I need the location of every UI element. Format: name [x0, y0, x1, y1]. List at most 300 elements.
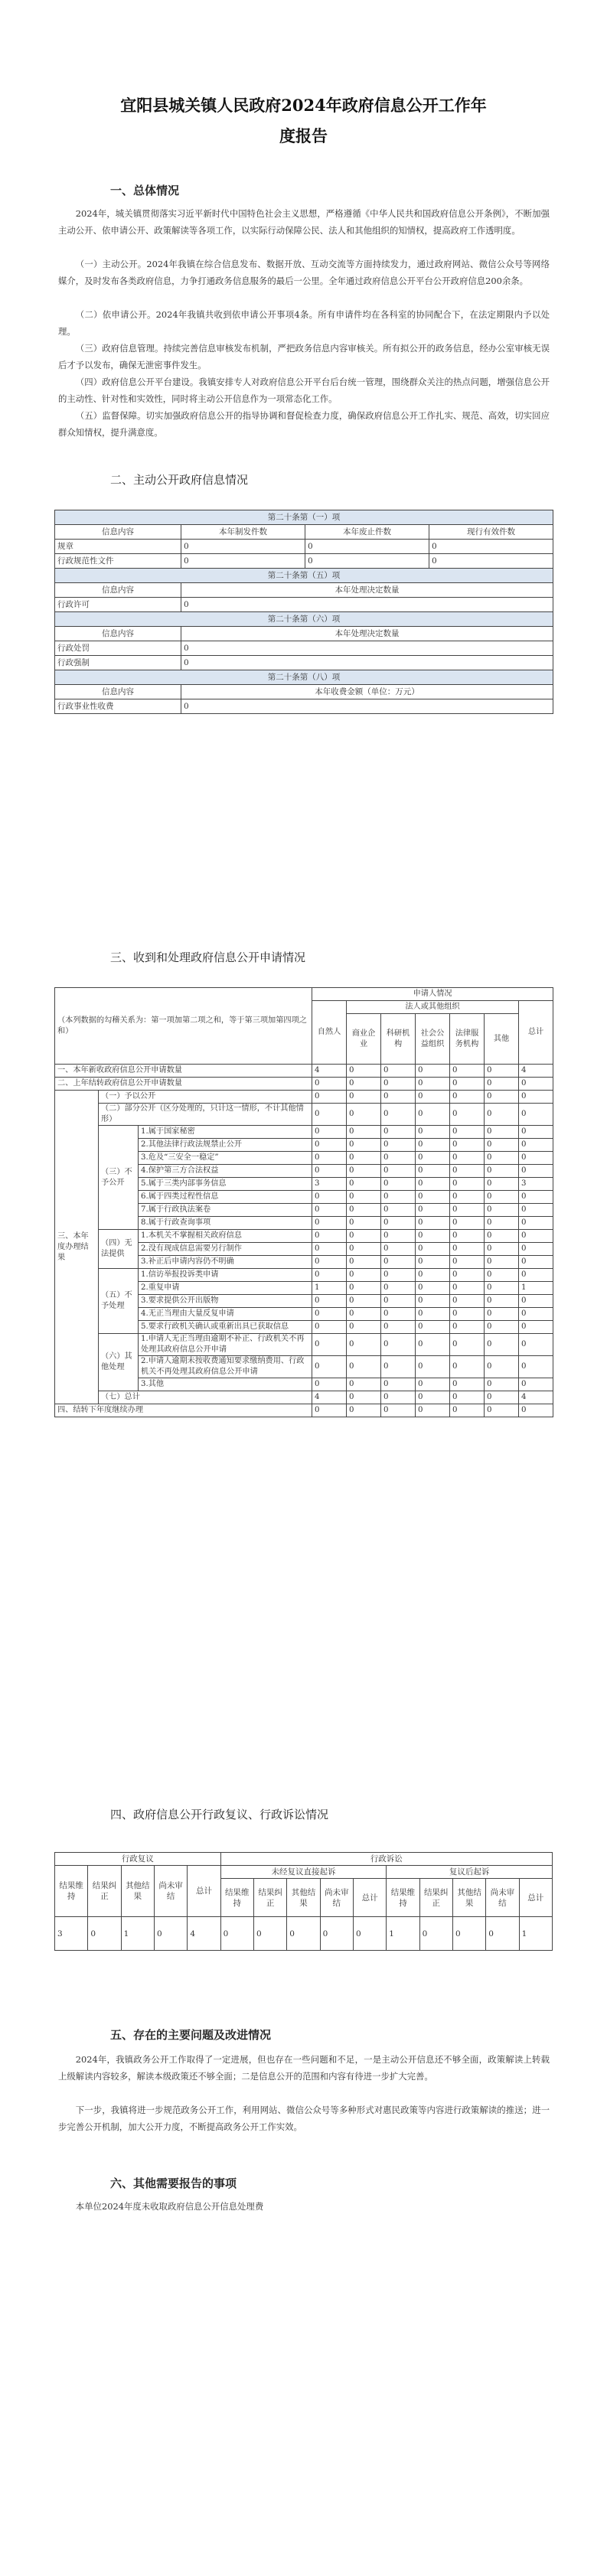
value-cell: 0	[287, 1917, 320, 1951]
value-cell: 0	[181, 598, 553, 612]
row-label: 规章	[55, 540, 181, 554]
section-5-heading: 五、存在的主要问题及改进情况	[110, 2028, 272, 2042]
value-cell: 0	[450, 1256, 485, 1269]
section-1-heading: 一、总体情况	[110, 184, 180, 197]
row-label: 2.没有现成信息需要另行制作	[139, 1243, 312, 1256]
value-cell: 0	[312, 1378, 347, 1391]
value-cell: 0	[347, 1391, 381, 1404]
section-1-paragraph-2: （一）主动公开。2024年我镇在综合信息发布、数据开放、互动交流等方面持续发力，通过政府网站、微信公众号等网络媒介，及时发布各类政府信息，力争打通政务信息服务的最后一公里。全年通过政府信息公开平台公开政府信息200余条。	[58, 259, 550, 286]
row-label: 2.其他法律行政法规禁止公开	[139, 1139, 312, 1152]
value-cell: 0	[416, 1078, 450, 1091]
row-label: 6.属于四类过程性信息	[139, 1191, 312, 1204]
value-cell: 0	[485, 1091, 519, 1104]
value-cell: 0	[485, 1295, 519, 1308]
table-row	[55, 1404, 553, 1417]
header-cell: 信息内容	[55, 525, 181, 540]
value-cell: 0	[519, 1308, 553, 1321]
value-cell: 0	[312, 1139, 347, 1152]
value-cell: 4	[188, 1917, 220, 1951]
band-article-20-6: 第二十条第（六）项	[55, 612, 553, 627]
table-row	[55, 1078, 553, 1091]
value-cell: 0	[485, 1269, 519, 1282]
value-cell: 0	[347, 1204, 381, 1217]
value-cell: 0	[347, 1078, 381, 1091]
review-col: 结果纠正	[88, 1866, 121, 1917]
direct-suit-header: 未经复议直接起诉	[220, 1866, 387, 1879]
litigation-col: 其他结果	[287, 1879, 320, 1917]
value-cell: 0	[450, 1152, 485, 1165]
value-cell: 0	[347, 1378, 381, 1391]
value-cell: 0	[450, 1078, 485, 1091]
value-cell: 0	[450, 1178, 485, 1191]
value-cell: 0	[485, 1356, 519, 1378]
table-row	[55, 1230, 553, 1243]
header-cell: 信息内容	[55, 583, 181, 598]
value-cell: 0	[450, 1378, 485, 1391]
table-row	[55, 699, 553, 714]
value-cell: 0	[485, 1256, 519, 1269]
value-cell: 0	[450, 1282, 485, 1295]
value-cell: 0	[416, 1269, 450, 1282]
value-cell: 0	[416, 1204, 450, 1217]
row-label: （七）总计	[99, 1391, 312, 1404]
value-cell: 0	[485, 1391, 519, 1404]
value-cell: 0	[416, 1356, 450, 1378]
value-cell: 0	[519, 1139, 553, 1152]
section-5-paragraph-2: 下一步，我镇将进一步规范政务公开工作，利用网站、微信公众号等多种形式对惠民政策等内容进行政策解读的推送；进一步完善公开机制，加大公开力度，不断提高政务公开工作实效。	[58, 2105, 550, 2132]
band-article-20-8: 第二十条第（八）项	[55, 670, 553, 685]
value-cell: 0	[519, 1191, 553, 1204]
value-cell: 0	[416, 1321, 450, 1334]
value-cell: 0	[154, 1917, 187, 1951]
value-cell: 0	[381, 1269, 416, 1282]
value-cell: 0	[485, 1243, 519, 1256]
review-col: 总计	[188, 1866, 220, 1917]
value-cell: 0	[312, 1334, 347, 1356]
sub-label-not-processed: （五）不予处理	[99, 1269, 139, 1334]
value-cell: 0	[429, 540, 553, 554]
value-cell: 0	[416, 1230, 450, 1243]
value-cell: 0	[519, 1256, 553, 1269]
value-cell: 0	[485, 1404, 519, 1417]
litigation-col: 尚未审结	[486, 1879, 519, 1917]
value-cell: 0	[416, 1391, 450, 1404]
value-cell: 0	[416, 1282, 450, 1295]
value-cell: 0	[485, 1334, 519, 1356]
value-cell: 0	[312, 1191, 347, 1204]
value-cell: 0	[450, 1308, 485, 1321]
value-cell: 0	[347, 1356, 381, 1378]
row-label: 2.重复申请	[139, 1282, 312, 1295]
value-cell: 4	[312, 1391, 347, 1404]
value-cell: 0	[485, 1191, 519, 1204]
value-cell: 0	[347, 1191, 381, 1204]
row-label: 8.属于行政查询事项	[139, 1217, 312, 1230]
value-cell: 0	[312, 1256, 347, 1269]
value-cell: 0	[347, 1334, 381, 1356]
value-cell: 0	[416, 1152, 450, 1165]
value-cell: 0	[416, 1178, 450, 1191]
row-label: 四、结转下年度继续办理	[55, 1404, 312, 1417]
col-other: 其他	[485, 1014, 519, 1065]
value-cell: 0	[312, 1126, 347, 1139]
value-cell: 0	[450, 1295, 485, 1308]
value-cell: 0	[416, 1308, 450, 1321]
value-cell: 0	[381, 1256, 416, 1269]
table-row	[55, 540, 553, 554]
value-cell: 0	[347, 1256, 381, 1269]
value-cell: 0	[485, 1165, 519, 1178]
value-cell: 0	[416, 1191, 450, 1204]
value-cell: 0	[312, 1269, 347, 1282]
value-cell: 0	[519, 1295, 553, 1308]
section-1-paragraph-3: （二）依申请公开。2024年我镇共收到依申请公开事项4条。所有申请件均在各科室的协同配合下，在法定期限内予以处理。	[58, 309, 550, 337]
col-public-welfare: 社会公益组织	[416, 1014, 450, 1065]
value-cell: 0	[181, 554, 305, 569]
value-cell: 0	[347, 1065, 381, 1078]
value-cell: 0	[305, 554, 429, 569]
value-cell: 0	[381, 1139, 416, 1152]
review-col: 尚未审结	[154, 1866, 187, 1917]
value-cell: 0	[312, 1204, 347, 1217]
value-cell: 0	[347, 1104, 381, 1126]
value-cell: 0	[450, 1104, 485, 1126]
value-cell: 0	[450, 1243, 485, 1256]
value-cell: 0	[519, 1243, 553, 1256]
value-cell: 0	[485, 1078, 519, 1091]
row-label: 2.申请人逾期未按收费通知要求缴纳费用、行政机关不再处理其政府信息公开申请	[139, 1356, 312, 1378]
value-cell: 0	[485, 1104, 519, 1126]
value-cell: 0	[305, 540, 429, 554]
row-label: 一、本年新收政府信息公开申请数量	[55, 1065, 312, 1078]
value-cell: 0	[485, 1126, 519, 1139]
litigation-col: 结果纠正	[253, 1879, 286, 1917]
value-cell: 0	[381, 1065, 416, 1078]
value-cell: 0	[450, 1356, 485, 1378]
report-title	[77, 90, 530, 152]
value-cell: 0	[312, 1321, 347, 1334]
table-row	[55, 641, 553, 656]
value-cell: 0	[416, 1295, 450, 1308]
value-cell: 0	[347, 1152, 381, 1165]
header-cell: 本年收费金额（单位：万元）	[181, 685, 553, 699]
value-cell: 0	[381, 1404, 416, 1417]
litigation-col: 结果维持	[220, 1879, 253, 1917]
row-label: 1.信访举报投诉类申请	[139, 1269, 312, 1282]
table-row	[55, 1391, 553, 1404]
value-cell: 0	[347, 1165, 381, 1178]
table-row	[55, 554, 553, 569]
band-article-20-1: 第二十条第（一）项	[55, 510, 553, 525]
section-6-paragraph-1: 本单位2024年度未收取政府信息公开信息处理费	[75, 2201, 264, 2212]
value-cell: 1	[519, 1282, 553, 1295]
row-label: 3.危及“三安全一稳定”	[139, 1152, 312, 1165]
value-cell: 0	[485, 1308, 519, 1321]
value-cell: 1	[387, 1917, 419, 1951]
value-cell: 0	[381, 1282, 416, 1295]
col-total: 总计	[519, 1001, 553, 1065]
header-cell: 现行有效件数	[429, 525, 553, 540]
row-label: 行政强制	[55, 656, 181, 670]
review-col: 其他结果	[121, 1866, 154, 1917]
row-label: 行政许可	[55, 598, 181, 612]
after-review-header: 复议后起诉	[387, 1866, 553, 1879]
value-cell: 3	[519, 1178, 553, 1191]
value-cell: 0	[220, 1917, 253, 1951]
value-cell: 0	[416, 1334, 450, 1356]
value-cell: 0	[312, 1356, 347, 1378]
value-cell: 0	[519, 1152, 553, 1165]
section-6-heading: 六、其他需要报告的事项	[110, 2177, 237, 2190]
header-cell: 本年制发件数	[181, 525, 305, 540]
value-cell: 0	[450, 1139, 485, 1152]
value-cell: 0	[450, 1065, 485, 1078]
value-cell: 4	[519, 1391, 553, 1404]
row-label: （二）部分公开（区分处理的，只计这一情形，不计其他情形）	[99, 1104, 312, 1126]
value-cell: 0	[519, 1230, 553, 1243]
row-label: 1.本机关不掌握相关政府信息	[139, 1230, 312, 1243]
value-cell: 3	[312, 1178, 347, 1191]
table-corner-note: （本列数据的勾稽关系为：第一项加第二项之和，等于第三项加第四项之和）	[55, 988, 312, 1065]
value-cell: 1	[312, 1282, 347, 1295]
sub-label-unable: （四）无法提供	[99, 1230, 139, 1269]
review-col: 结果维持	[55, 1866, 88, 1917]
section-1-paragraph-5: （四）政府信息公开平台建设。我镇安排专人对政府信息公开平台后台统一管理，围绕群众关注的热点问题，增强信息公开的主动性、针对性和实效性，同时将主动公开信息作为一项常态化工作。	[58, 377, 550, 404]
value-cell: 0	[381, 1126, 416, 1139]
row-label: 5.属于三类内部事务信息	[139, 1178, 312, 1191]
value-cell: 0	[312, 1104, 347, 1126]
value-cell: 0	[381, 1217, 416, 1230]
table-row	[55, 1091, 553, 1104]
col-business: 商业企业	[347, 1014, 381, 1065]
section-2-heading: 二、主动公开政府信息情况	[110, 473, 249, 487]
value-cell: 0	[450, 1391, 485, 1404]
value-cell: 0	[347, 1269, 381, 1282]
row-label: 5.要求行政机关确认或重新出具已获取信息	[139, 1321, 312, 1334]
value-cell: 0	[381, 1165, 416, 1178]
value-cell: 0	[381, 1078, 416, 1091]
table-row	[55, 1334, 553, 1356]
value-cell: 0	[450, 1269, 485, 1282]
col-natural-person: 自然人	[312, 1001, 347, 1065]
value-cell: 0	[519, 1104, 553, 1126]
value-cell: 0	[519, 1269, 553, 1282]
value-cell: 0	[519, 1091, 553, 1104]
value-cell: 0	[485, 1321, 519, 1334]
litigation-col: 结果维持	[387, 1879, 419, 1917]
litigation-col: 结果纠正	[419, 1879, 452, 1917]
row-label: （一）予以公开	[99, 1091, 312, 1104]
value-cell: 0	[312, 1078, 347, 1091]
review-header: 行政复议	[55, 1853, 221, 1866]
section-4-heading: 四、政府信息公开行政复议、行政诉讼情况	[110, 1808, 329, 1821]
value-cell: 0	[416, 1126, 450, 1139]
value-cell: 0	[320, 1917, 353, 1951]
header-cell: 本年处理决定数量	[181, 627, 553, 641]
value-cell: 0	[416, 1165, 450, 1178]
table-row	[55, 598, 553, 612]
row-label: 3.补正后申请内容仍不明确	[139, 1256, 312, 1269]
value-cell: 0	[381, 1230, 416, 1243]
value-cell: 0	[416, 1139, 450, 1152]
row-label: 7.属于行政执法案卷	[139, 1204, 312, 1217]
value-cell: 0	[450, 1204, 485, 1217]
value-cell: 0	[347, 1178, 381, 1191]
section-5-paragraph-1: 2024年，我镇政务公开工作取得了一定进展，但也存在一些问题和不足，一是主动公开信息还不够全面，政策解读上转载上级解读内容较多，解读本级政策还不够全面；二是信息公开的范围和内容有待进一步扩大完善。	[58, 2054, 550, 2082]
sub-label-other-handling: （六）其他处理	[99, 1334, 139, 1391]
value-cell: 0	[450, 1191, 485, 1204]
value-cell: 0	[381, 1308, 416, 1321]
table-row	[55, 1065, 553, 1078]
row-label: 4.保护第三方合法权益	[139, 1165, 312, 1178]
header-cell: 本年处理决定数量	[181, 583, 553, 598]
value-cell: 0	[519, 1126, 553, 1139]
value-cell: 0	[381, 1191, 416, 1204]
value-cell: 0	[416, 1256, 450, 1269]
header-cell: 信息内容	[55, 627, 181, 641]
value-cell: 0	[416, 1091, 450, 1104]
section-1-paragraph-4: （三）政府信息管理。持续完善信息审核发布机制，严把政务信息内容审核关。所有拟公开的政务信息，经办公室审核无误后才予以发布，确保无泄密事件发生。	[58, 343, 550, 370]
value-cell: 0	[347, 1243, 381, 1256]
value-cell: 0	[519, 1165, 553, 1178]
litigation-col: 尚未审结	[320, 1879, 353, 1917]
value-cell: 0	[416, 1243, 450, 1256]
litigation-col: 总计	[519, 1879, 552, 1917]
value-cell: 0	[312, 1308, 347, 1321]
col-research: 科研机构	[381, 1014, 416, 1065]
value-cell: 0	[347, 1404, 381, 1417]
section-3-heading: 三、收到和处理政府信息公开申请情况	[110, 951, 306, 964]
value-cell: 0	[347, 1295, 381, 1308]
table-row	[55, 1917, 553, 1951]
value-cell: 0	[347, 1217, 381, 1230]
value-cell: 0	[181, 641, 553, 656]
value-cell: 0	[450, 1165, 485, 1178]
value-cell: 0	[450, 1334, 485, 1356]
proactive-disclosure-table	[54, 510, 553, 714]
value-cell: 0	[312, 1243, 347, 1256]
value-cell: 0	[416, 1104, 450, 1126]
row-label: 3.其他	[139, 1378, 312, 1391]
value-cell: 0	[519, 1078, 553, 1091]
value-cell: 0	[381, 1321, 416, 1334]
value-cell: 0	[485, 1204, 519, 1217]
value-cell: 1	[519, 1917, 552, 1951]
value-cell: 0	[519, 1404, 553, 1417]
value-cell: 0	[381, 1356, 416, 1378]
litigation-header: 行政诉讼	[220, 1853, 552, 1866]
value-cell: 0	[347, 1126, 381, 1139]
band-article-20-5: 第二十条第（五）项	[55, 569, 553, 583]
value-cell: 0	[181, 540, 305, 554]
header-cell: 信息内容	[55, 685, 181, 699]
value-cell: 0	[519, 1378, 553, 1391]
litigation-col: 总计	[353, 1879, 386, 1917]
value-cell: 0	[381, 1178, 416, 1191]
table-row	[55, 656, 553, 670]
legal-org-header: 法人或其他组织	[347, 1001, 519, 1014]
value-cell: 0	[381, 1243, 416, 1256]
value-cell: 0	[519, 1334, 553, 1356]
value-cell: 3	[55, 1917, 88, 1951]
result-group-label: 三、本年度办理结果	[55, 1091, 99, 1404]
litigation-col: 其他结果	[452, 1879, 485, 1917]
value-cell: 0	[347, 1308, 381, 1321]
value-cell: 0	[88, 1917, 121, 1951]
value-cell: 0	[381, 1334, 416, 1356]
value-cell: 0	[416, 1217, 450, 1230]
value-cell: 0	[312, 1230, 347, 1243]
row-label: 行政处罚	[55, 641, 181, 656]
value-cell: 0	[347, 1321, 381, 1334]
value-cell: 0	[519, 1356, 553, 1378]
value-cell: 0	[416, 1404, 450, 1417]
value-cell: 0	[485, 1230, 519, 1243]
value-cell: 0	[381, 1152, 416, 1165]
row-label: 3.要求提供公开出版物	[139, 1295, 312, 1308]
row-label: 行政规范性文件	[55, 554, 181, 569]
title-line-2: 度报告	[279, 126, 328, 145]
title-line-1: 宜阳县城关镇人民政府2024年政府信息公开工作年	[120, 96, 487, 115]
value-cell: 0	[485, 1282, 519, 1295]
row-label: 4.无正当理由大量反复申请	[139, 1308, 312, 1321]
value-cell: 0	[353, 1917, 386, 1951]
value-cell: 0	[419, 1917, 452, 1951]
value-cell: 0	[312, 1217, 347, 1230]
value-cell: 0	[519, 1321, 553, 1334]
row-label: 1.属于国家秘密	[139, 1126, 312, 1139]
value-cell: 0	[312, 1404, 347, 1417]
value-cell: 0	[416, 1378, 450, 1391]
value-cell: 0	[450, 1126, 485, 1139]
col-legal-service: 法律服务机构	[450, 1014, 485, 1065]
table-row	[55, 1126, 553, 1139]
value-cell: 1	[121, 1917, 154, 1951]
value-cell: 0	[253, 1917, 286, 1951]
value-cell: 0	[485, 1139, 519, 1152]
value-cell: 0	[381, 1104, 416, 1126]
value-cell: 0	[450, 1091, 485, 1104]
value-cell: 0	[381, 1091, 416, 1104]
value-cell: 0	[486, 1917, 519, 1951]
header-cell: 本年废止件数	[305, 525, 429, 540]
value-cell: 0	[312, 1295, 347, 1308]
value-cell: 0	[519, 1217, 553, 1230]
value-cell: 0	[450, 1321, 485, 1334]
value-cell: 4	[519, 1065, 553, 1078]
value-cell: 0	[381, 1378, 416, 1391]
value-cell: 0	[312, 1152, 347, 1165]
value-cell: 0	[485, 1378, 519, 1391]
value-cell: 0	[347, 1091, 381, 1104]
value-cell: 0	[485, 1152, 519, 1165]
sub-label-not-disclosed: （三）不予公开	[99, 1126, 139, 1230]
value-cell: 4	[312, 1065, 347, 1078]
value-cell: 0	[381, 1204, 416, 1217]
value-cell: 0	[381, 1295, 416, 1308]
value-cell: 0	[312, 1165, 347, 1178]
row-label: 行政事业性收费	[55, 699, 181, 714]
value-cell: 0	[181, 656, 553, 670]
value-cell: 0	[347, 1230, 381, 1243]
value-cell: 0	[381, 1391, 416, 1404]
value-cell: 0	[429, 554, 553, 569]
applicant-header: 申请人情况	[312, 988, 553, 1001]
applications-table	[54, 987, 553, 1417]
value-cell: 0	[450, 1217, 485, 1230]
row-label: 二、上年结转政府信息公开申请数量	[55, 1078, 312, 1091]
table-row	[55, 1104, 553, 1126]
